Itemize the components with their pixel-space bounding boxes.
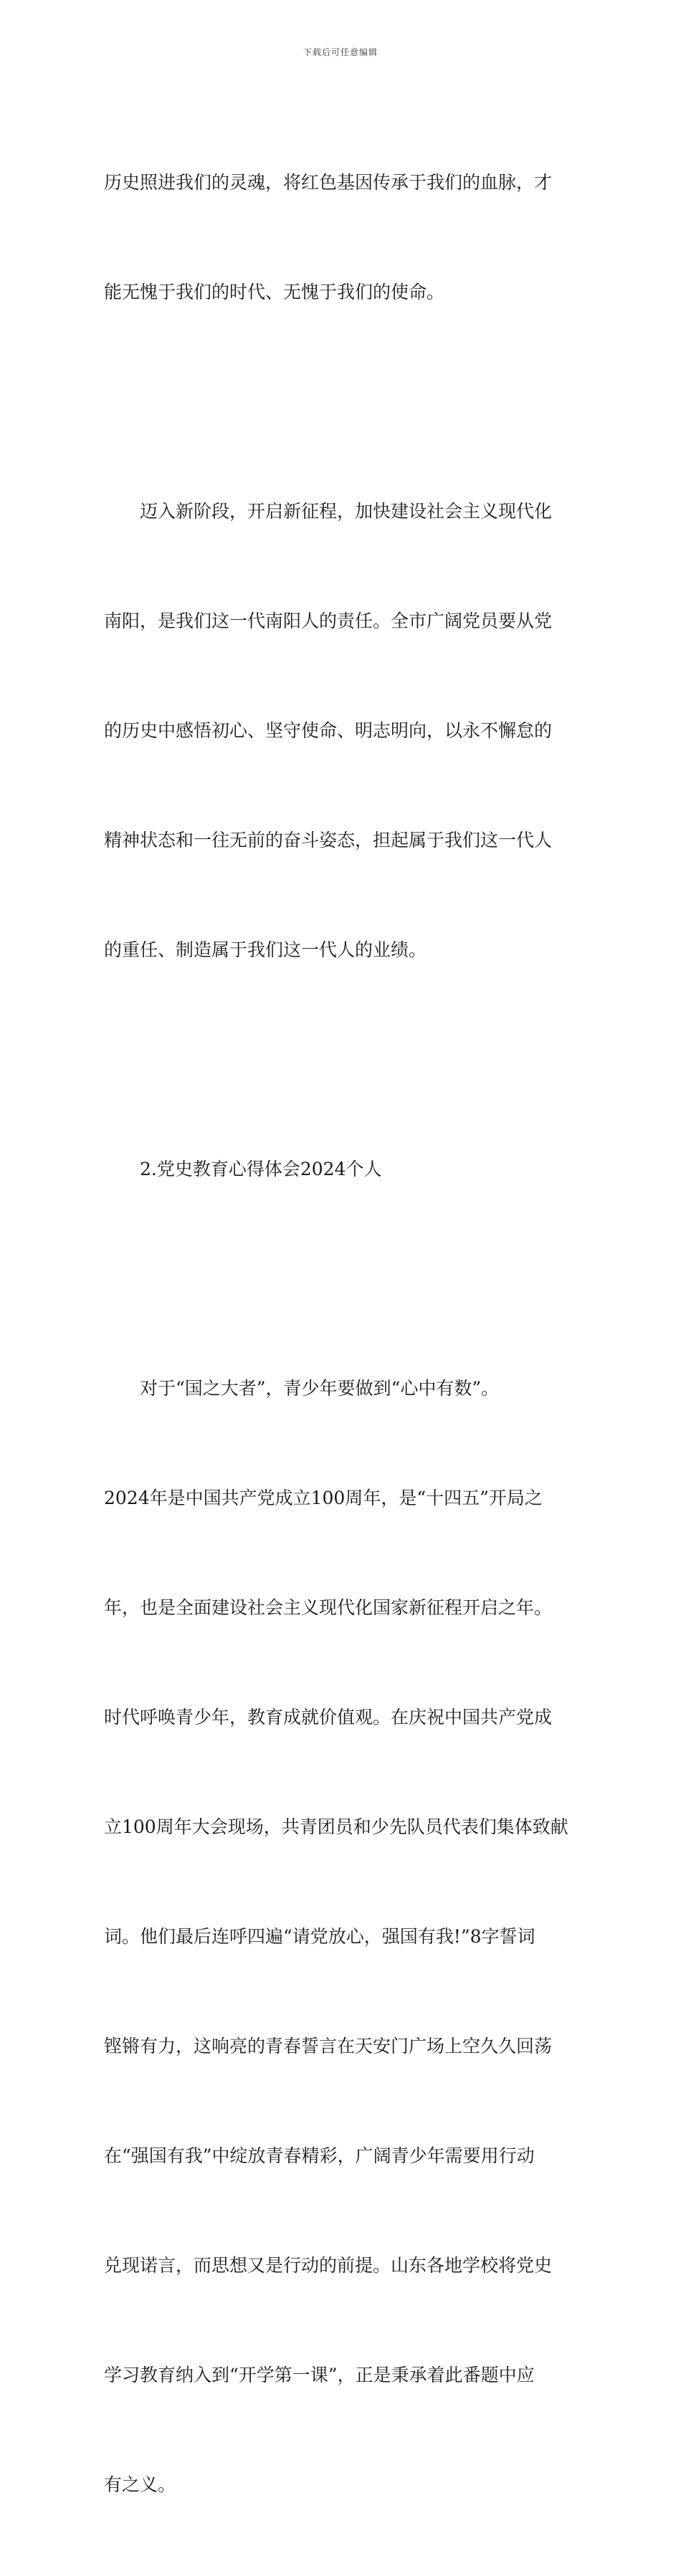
text-line: 的历史中感悟初心、坚守使命、明志明向，以永不懈怠的 (104, 720, 553, 741)
text-line: 在“强国有我”中绽放青春精彩，广阔青少年需要用行动 (104, 2145, 535, 2166)
text-line: 南阳，是我们这一代南阳人的责任。全市广阔党员要从党 (104, 611, 553, 631)
heading-line: 2.党史教育心得体会2024个人 (140, 1159, 382, 1179)
text-line: 学习教育纳入到“开学第一课”，正是秉承着此番题中应 (104, 2365, 535, 2385)
paragraph-1 (104, 91, 581, 383)
paragraph-gap (104, 1041, 581, 1078)
text-line: 迈入新阶段，开启新征程，加快建设社会主义现代化 (140, 501, 553, 522)
paragraph-3 (104, 1297, 581, 2576)
page-header-note: 下载后可任意编辑 (303, 47, 378, 57)
text-line: 2024年是中国共产党成立100周年，是“十四五”开局之 (104, 1488, 543, 1508)
text-line: 历史照进我们的灵魂，将红色基因传承于我们的血脉，才 (104, 172, 553, 193)
text-line: 立100周年大会现场，共青团员和少先队员代表们集体致献 (104, 1816, 568, 1837)
text-line: 铿锵有力，这响亮的青春誓言在天安门广场上空久久回荡 (104, 2036, 553, 2057)
text-line: 时代呼唤青少年，教育成就价值观。在庆祝中国共产党成 (104, 1707, 553, 1728)
text-line: 年，也是全面建设社会主义现代化国家新征程开启之年。 (104, 1597, 553, 1618)
text-line: 能无愧于我们的时代、无愧于我们的使命。 (104, 282, 445, 302)
section-heading (104, 1078, 581, 1260)
text-line: 对于“国之大者”，青少年要做到“心中有数”。 (140, 1378, 500, 1399)
text-line: 词。他们最后连呼四遍“请党放心，强国有我!”8字誓词 (104, 1926, 535, 1947)
text-line: 兑现诺言，而思想又是行动的前提。山东各地学校将党史 (104, 2255, 553, 2276)
paragraph-gap (104, 1260, 581, 1297)
paragraph-2 (104, 420, 581, 1041)
text-line: 有之义。 (104, 2474, 176, 2495)
paragraph-gap (104, 383, 581, 420)
document-body (104, 91, 581, 2576)
text-line: 的重任、制造属于我们这一代人的业绩。 (104, 939, 427, 960)
text-line: 精神状态和一往无前的奋斗姿态，担起属于我们这一代人 (104, 830, 553, 851)
